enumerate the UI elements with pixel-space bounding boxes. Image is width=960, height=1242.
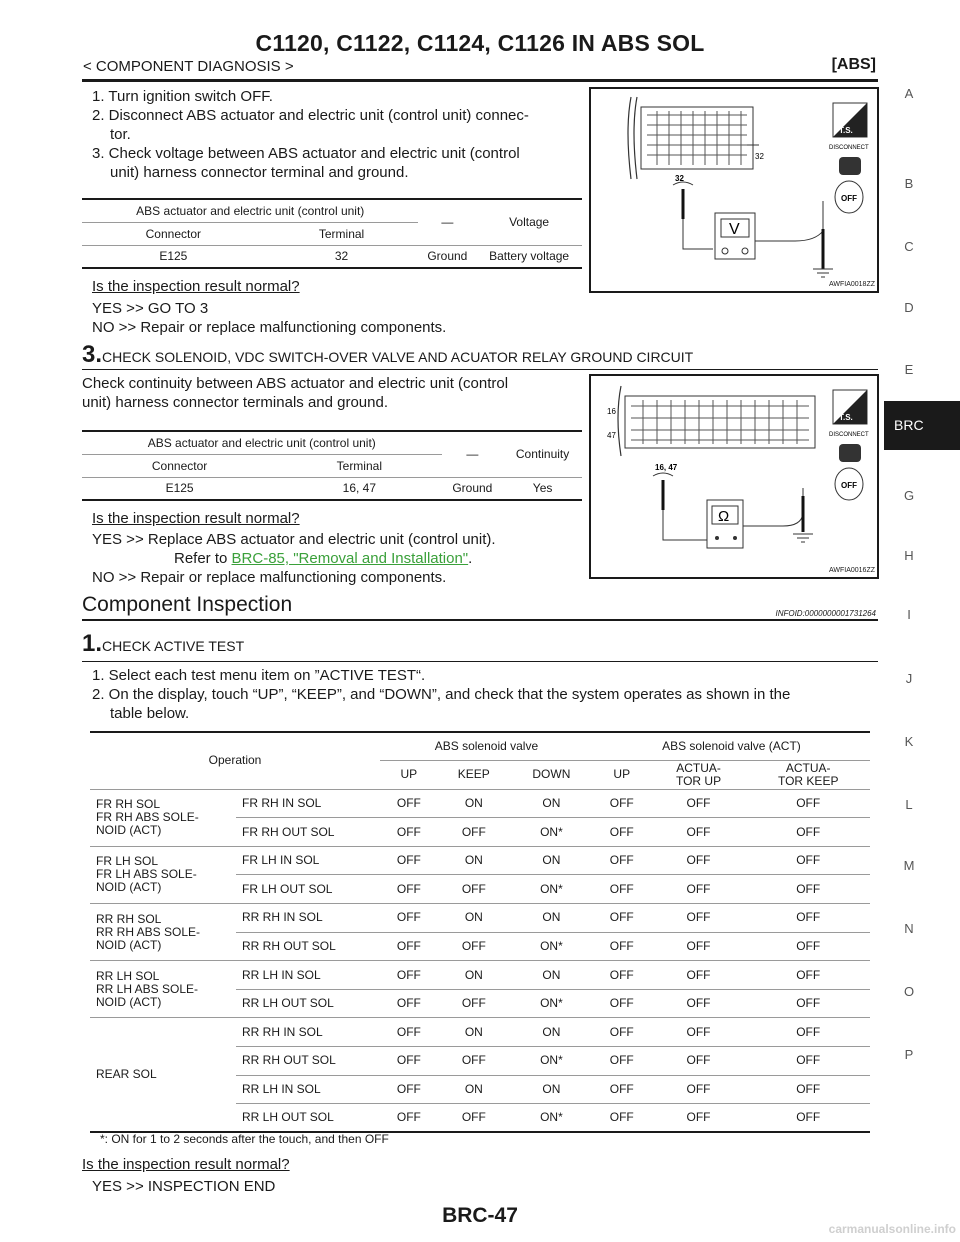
step2-no: NO >> Repair or replace malfunctioning components.: [92, 319, 447, 336]
header-rule: [82, 79, 878, 82]
table-cell: Yes: [503, 477, 582, 500]
step3-yes: YES >> Replace ABS actuator and electric unit (control unit).: [92, 531, 496, 548]
table-cell: ON*: [510, 875, 593, 904]
table-cell: OFF: [593, 932, 651, 961]
step3-yes-refer: [174, 549, 472, 568]
table-header: Terminal: [265, 222, 419, 245]
table-cell: OFF: [593, 789, 651, 818]
figure-code: AWFIA0016ZZ: [828, 567, 875, 574]
table-cell: ON*: [510, 1104, 593, 1133]
table-cell: OFF: [651, 904, 747, 933]
table-cell: OFF: [746, 875, 870, 904]
table-group-header: ABS solenoid valve: [380, 732, 593, 761]
table-row-label: FR LH IN SOL: [236, 846, 380, 875]
table-group-header: ABS solenoid valve (ACT): [593, 732, 870, 761]
step1-yes: YES >> INSPECTION END: [92, 1178, 276, 1195]
table-cell: OFF: [746, 789, 870, 818]
step2-instructions: [92, 87, 582, 182]
step3-instructions: [82, 374, 582, 412]
table-group-header: ABS actuator and electric unit (control unit): [82, 199, 418, 222]
table-row-label: RR RH OUT SOL: [236, 1047, 380, 1076]
step-title: CHECK SOLENOID, VDC SWITCH-OVER VALVE AND ACUATOR RELAY GROUND CIRCUIT: [102, 349, 694, 365]
side-index-item[interactable]: K: [904, 734, 914, 749]
step2-item: 1. Turn ignition switch OFF.: [92, 88, 273, 105]
table-footnote: *: ON for 1 to 2 seconds after the touch, and then OFF: [100, 1132, 389, 1146]
page-number: BRC-47: [442, 1204, 518, 1227]
step3-text: Check continuity between ABS actuator and electric unit (control: [82, 375, 509, 392]
removal-installation-link[interactable]: BRC-85, "Removal and Installation": [231, 550, 469, 567]
table-cell: Ground: [418, 245, 476, 268]
table-cell: ON: [438, 961, 510, 990]
section-heading: Component Inspection: [82, 593, 293, 616]
page-title: C1120, C1122, C1124, C1126 IN ABS SOL: [255, 30, 705, 56]
table-cell: 32: [265, 245, 419, 268]
table-cell: ON*: [510, 818, 593, 847]
table-cell: Ground: [442, 477, 504, 500]
table-cell: ON: [510, 1018, 593, 1047]
table-cell: OFF: [593, 961, 651, 990]
table-cell: ON*: [510, 932, 593, 961]
table-cell: OFF: [746, 1047, 870, 1076]
continuity-table: [82, 430, 582, 501]
table-group-header: ABS actuator and electric unit (control unit): [82, 431, 442, 454]
active-test-table: [90, 731, 870, 1133]
table-cell: OFF: [746, 989, 870, 1018]
table-header: Continuity: [503, 431, 582, 477]
disconnect-label: DISCONNECT: [829, 432, 869, 438]
table-header: ACTUA- TOR UP: [651, 761, 747, 790]
table-cell: ON: [510, 961, 593, 990]
table-cell: OFF: [746, 818, 870, 847]
table-header: Connector: [82, 454, 277, 477]
continuity-check-figure: [589, 374, 879, 579]
section-rule: [82, 619, 878, 621]
table-group-label: FR LH SOL FR LH ABS SOLE- NOID (ACT): [90, 846, 236, 903]
table-header: ACTUA- TOR KEEP: [746, 761, 870, 790]
table-cell: E125: [82, 245, 265, 268]
ts-badge: T.S.: [839, 126, 853, 135]
disconnect-label: DISCONNECT: [829, 145, 869, 151]
table-header: Voltage: [476, 199, 582, 245]
side-index-item[interactable]: I: [907, 607, 911, 622]
step3-no: NO >> Repair or replace malfunctioning components.: [92, 569, 447, 586]
table-cell: ON: [438, 1018, 510, 1047]
table-cell: 16, 47: [277, 477, 441, 500]
step1-question: Is the inspection result normal?: [82, 1156, 290, 1173]
step1-rule: [82, 661, 878, 662]
table-cell: OFF: [380, 961, 438, 990]
probe-label: 16, 47: [655, 463, 678, 472]
table-cell: OFF: [651, 846, 747, 875]
table-cell: OFF: [438, 818, 510, 847]
connector-diagram: [591, 89, 877, 291]
side-index-item[interactable]: O: [903, 984, 915, 999]
table-cell: ON: [510, 789, 593, 818]
table-cell: OFF: [380, 1047, 438, 1076]
connector-diagram: [591, 376, 877, 577]
step3-rule: [82, 369, 878, 370]
table-group-label: FR RH SOL FR RH ABS SOLE- NOID (ACT): [90, 789, 236, 846]
voltage-table: [82, 198, 582, 269]
table-cell: OFF: [438, 989, 510, 1018]
table-cell: OFF: [380, 818, 438, 847]
step-title: CHECK ACTIVE TEST: [102, 638, 245, 654]
table-cell: OFF: [438, 1047, 510, 1076]
step1-item: 1. Select each test menu item on ”ACTIVE TEST“.: [92, 667, 426, 684]
table-row-label: RR LH OUT SOL: [236, 1104, 380, 1133]
table-row-label: FR LH OUT SOL: [236, 875, 380, 904]
table-header: —: [442, 431, 504, 477]
table-cell: ON: [510, 846, 593, 875]
table-cell: OFF: [380, 846, 438, 875]
table-cell: OFF: [651, 818, 747, 847]
step2-item: unit) harness connector terminal and ground.: [110, 164, 409, 181]
step-number: 3.: [82, 341, 103, 368]
table-cell: OFF: [651, 932, 747, 961]
ignition-off-label: OFF: [841, 481, 857, 490]
step1-heading: [82, 630, 878, 658]
table-header: DOWN: [510, 761, 593, 790]
table-cell: E125: [82, 477, 277, 500]
side-index-item[interactable]: D: [904, 300, 914, 315]
step3-heading: [82, 341, 878, 369]
table-cell: OFF: [651, 1047, 747, 1076]
table-cell: ON*: [510, 989, 593, 1018]
table-cell: OFF: [380, 875, 438, 904]
pin-number: 32: [755, 152, 764, 161]
table-cell: OFF: [651, 1075, 747, 1104]
table-cell: OFF: [593, 1047, 651, 1076]
table-cell: ON: [510, 904, 593, 933]
table-header: Terminal: [277, 454, 441, 477]
table-cell: OFF: [438, 875, 510, 904]
table-cell: ON*: [510, 1047, 593, 1076]
watermark: carmanualsonline.info: [828, 1222, 956, 1236]
table-row-label: RR LH IN SOL: [236, 1075, 380, 1104]
side-index-item[interactable]: N: [904, 921, 914, 936]
table-header: UP: [593, 761, 651, 790]
ohmmeter-symbol: Ω: [718, 508, 730, 525]
figure-code: AWFIA0018ZZ: [828, 281, 875, 288]
table-cell: OFF: [380, 1018, 438, 1047]
table-row-label: FR RH IN SOL: [236, 789, 380, 818]
table-cell: OFF: [746, 1104, 870, 1133]
side-index-item[interactable]: H: [904, 548, 914, 563]
side-index-item[interactable]: C: [904, 239, 914, 254]
system-tag: [ABS]: [831, 56, 876, 73]
side-index-item[interactable]: A: [904, 86, 914, 101]
table-header: Connector: [82, 222, 265, 245]
section-label: < COMPONENT DIAGNOSIS >: [83, 58, 294, 75]
table-cell: OFF: [746, 904, 870, 933]
side-index-item[interactable]: E: [904, 362, 914, 377]
table-cell: OFF: [746, 961, 870, 990]
table-cell: OFF: [651, 1104, 747, 1133]
table-cell: Battery voltage: [476, 245, 582, 268]
table-cell: OFF: [380, 1104, 438, 1133]
side-index-item[interactable]: P: [904, 1047, 914, 1062]
table-row-label: RR RH IN SOL: [236, 904, 380, 933]
step2-item: 2. Disconnect ABS actuator and electric unit (control unit) connec-: [92, 107, 529, 124]
table-row-label: RR LH OUT SOL: [236, 989, 380, 1018]
table-cell: OFF: [380, 989, 438, 1018]
step2-item: 3. Check voltage between ABS actuator and electric unit (control: [92, 145, 520, 162]
table-cell: OFF: [651, 875, 747, 904]
step2-item: tor.: [110, 126, 131, 143]
pin-number: 47: [607, 431, 616, 440]
table-cell: OFF: [651, 989, 747, 1018]
ts-badge: T.S.: [839, 413, 853, 422]
table-cell: ON: [438, 1075, 510, 1104]
table-group-label: RR LH SOL RR LH ABS SOLE- NOID (ACT): [90, 961, 236, 1018]
table-cell: ON: [510, 1075, 593, 1104]
refer-end: .: [468, 550, 473, 567]
step-number: 1.: [82, 630, 103, 657]
step3-text: unit) harness connector terminals and ground.: [82, 394, 389, 411]
table-cell: ON: [438, 904, 510, 933]
table-cell: OFF: [380, 932, 438, 961]
table-cell: OFF: [438, 1104, 510, 1133]
step2-question: Is the inspection result normal?: [92, 278, 300, 295]
table-cell: ON: [438, 789, 510, 818]
table-group-label: REAR SOL: [90, 1018, 236, 1132]
voltmeter-symbol: V: [729, 221, 740, 238]
side-index-item[interactable]: G: [903, 488, 915, 503]
step1-item: table below.: [110, 705, 190, 722]
table-cell: OFF: [746, 1075, 870, 1104]
step1-instructions: [92, 666, 878, 723]
table-group-label: RR RH SOL RR RH ABS SOLE- NOID (ACT): [90, 904, 236, 961]
info-id: INFOID:0000000001731264: [775, 609, 876, 618]
table-cell: OFF: [651, 961, 747, 990]
step3-question: Is the inspection result normal?: [92, 510, 300, 527]
step1-item: 2. On the display, touch “UP”, “KEEP”, and “DOWN”, and check that the system operates as shown in the: [92, 686, 791, 703]
table-cell: OFF: [593, 875, 651, 904]
refer-text: Refer to: [174, 550, 228, 567]
table-cell: OFF: [380, 904, 438, 933]
table-cell: OFF: [593, 989, 651, 1018]
table-cell: OFF: [593, 904, 651, 933]
table-cell: OFF: [438, 932, 510, 961]
table-cell: OFF: [380, 1075, 438, 1104]
step2-yes: YES >> GO TO 3: [92, 300, 209, 317]
table-header: KEEP: [438, 761, 510, 790]
table-row-label: FR RH OUT SOL: [236, 818, 380, 847]
table-cell: OFF: [593, 1018, 651, 1047]
table-cell: OFF: [380, 789, 438, 818]
table-cell: OFF: [593, 1075, 651, 1104]
table-cell: ON: [438, 846, 510, 875]
voltage-check-figure: [589, 87, 879, 293]
table-cell: OFF: [593, 1104, 651, 1133]
table-row-label: RR RH IN SOL: [236, 1018, 380, 1047]
table-cell: OFF: [746, 932, 870, 961]
ignition-off-label: OFF: [841, 194, 857, 203]
table-header: UP: [380, 761, 438, 790]
side-index-item[interactable]: B: [904, 176, 914, 191]
table-cell: OFF: [593, 846, 651, 875]
side-index-item[interactable]: BRC: [884, 401, 960, 450]
side-index-item[interactable]: J: [905, 671, 913, 686]
table-header: Operation: [90, 732, 380, 789]
table-cell: OFF: [651, 1018, 747, 1047]
pin-number: 16: [607, 407, 616, 416]
table-row-label: RR RH OUT SOL: [236, 932, 380, 961]
table-row-label: RR LH IN SOL: [236, 961, 380, 990]
side-index-item[interactable]: M: [903, 858, 915, 873]
table-cell: OFF: [593, 818, 651, 847]
table-cell: OFF: [746, 1018, 870, 1047]
table-cell: OFF: [746, 846, 870, 875]
table-cell: OFF: [651, 789, 747, 818]
side-index-item[interactable]: L: [905, 797, 913, 812]
probe-label: 32: [675, 174, 684, 183]
table-header: —: [418, 199, 476, 245]
